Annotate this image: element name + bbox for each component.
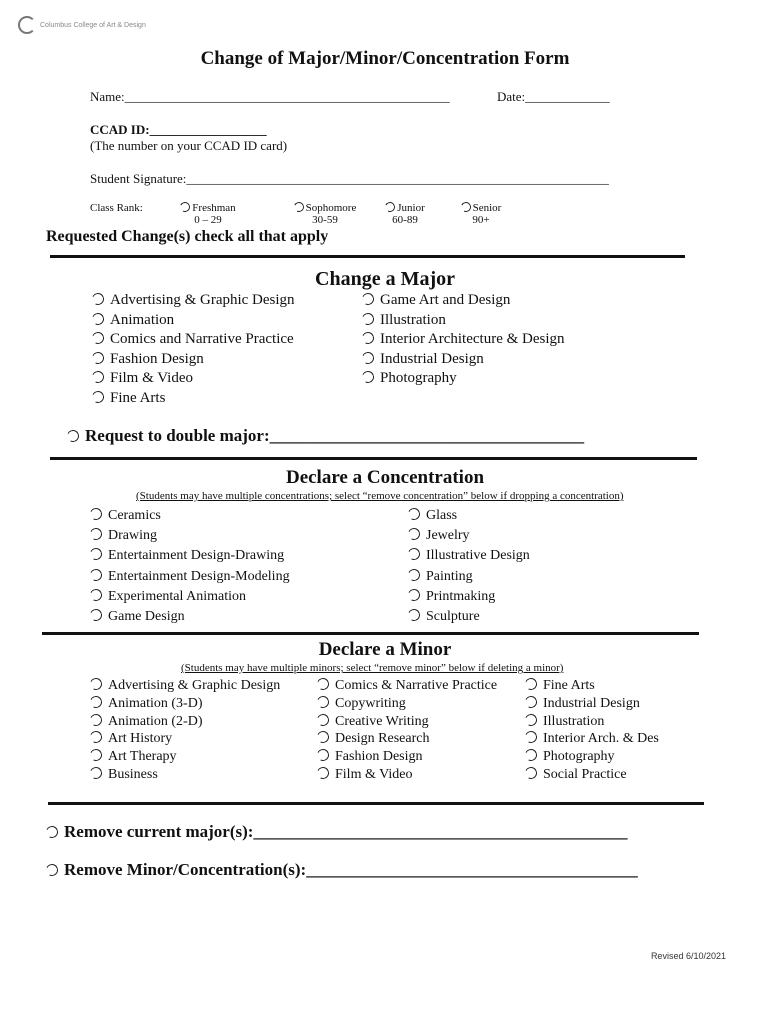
radio-icon (406, 506, 421, 521)
radio-icon (65, 428, 80, 443)
checkbox-option[interactable] (90, 730, 280, 748)
option-label: Animation (3-D) (108, 695, 203, 711)
concentration-options-right (408, 506, 530, 627)
radio-icon (360, 291, 375, 306)
checkbox-option[interactable] (92, 350, 295, 370)
radio-icon (44, 862, 59, 877)
radio-icon (406, 526, 421, 541)
radio-icon (315, 694, 330, 709)
checkbox-option[interactable] (362, 311, 565, 331)
section-divider (42, 632, 699, 635)
radio-icon (523, 676, 538, 691)
option-label: Comics and Narrative Practice (110, 331, 294, 347)
checkbox-option[interactable] (92, 369, 295, 389)
option-label: Fine Arts (110, 389, 166, 406)
checkbox-option[interactable] (408, 546, 530, 566)
rank-senior[interactable] (454, 202, 508, 226)
checkbox-option[interactable] (408, 587, 530, 607)
checkbox-option[interactable] (525, 748, 659, 766)
minor-note: (Students may have multiple minors; select “remove minor” below if deleting a minor) (181, 662, 564, 674)
radio-icon (88, 506, 103, 521)
checkbox-option[interactable] (90, 713, 280, 731)
checkbox-option[interactable] (317, 695, 497, 713)
minor-options-col3 (525, 677, 659, 784)
concentration-options-left (90, 506, 290, 627)
option-label: Art Therapy (108, 749, 177, 765)
rank-range: 60-89 (392, 214, 418, 226)
option-label: Social Practice (543, 766, 627, 782)
radio-icon (88, 567, 103, 582)
checkbox-option[interactable] (317, 748, 497, 766)
option-label: Business (108, 766, 158, 782)
radio-icon (179, 201, 192, 214)
checkbox-option[interactable] (525, 766, 659, 784)
option-label: Painting (426, 568, 473, 584)
radio-icon (88, 712, 103, 727)
option-label: Film & Video (110, 370, 193, 386)
checkbox-option[interactable] (92, 291, 295, 311)
concentration-note: (Students may have multiple concentrations; select “remove concentration” below if dropping a concentration) (136, 490, 624, 502)
radio-icon (88, 587, 103, 602)
radio-icon (315, 765, 330, 780)
checkbox-option[interactable] (317, 677, 497, 695)
radio-icon (44, 824, 59, 839)
double-major-option[interactable] (67, 426, 584, 446)
name-field[interactable]: Name:__________________________________________________ (90, 89, 450, 104)
option-label: Illustration (543, 713, 605, 729)
remove-minor-option[interactable] (46, 860, 638, 880)
ccad-id-note: (The number on your CCAD ID card) (90, 138, 288, 153)
radio-icon (88, 547, 103, 562)
option-label: Entertainment Design-Drawing (108, 548, 285, 564)
option-label: Creative Writing (335, 713, 429, 729)
checkbox-option[interactable] (90, 607, 290, 627)
college-logo (18, 16, 146, 34)
radio-icon (90, 311, 105, 326)
radio-icon (88, 730, 103, 745)
radio-icon (523, 712, 538, 727)
radio-icon (292, 201, 305, 214)
class-rank-label: Class Rank: (90, 202, 143, 214)
radio-icon (88, 676, 103, 691)
option-label: Entertainment Design-Modeling (108, 568, 290, 584)
radio-icon (360, 350, 375, 365)
option-label: Jewelry (426, 528, 470, 544)
radio-icon (88, 526, 103, 541)
radio-icon (88, 765, 103, 780)
option-label: Film & Video (335, 766, 413, 782)
remove-major-option[interactable] (46, 822, 627, 842)
option-label: Photography (543, 749, 615, 765)
radio-icon (90, 369, 105, 384)
section-divider (48, 802, 704, 805)
major-options-left (92, 291, 295, 408)
radio-icon (406, 547, 421, 562)
checkbox-option[interactable] (362, 350, 565, 370)
checkbox-option[interactable] (90, 587, 290, 607)
minor-heading: Declare a Minor (318, 639, 452, 660)
logo-mark-icon (18, 16, 36, 34)
checkbox-option[interactable] (408, 567, 530, 587)
option-label: Advertising & Graphic Design (110, 292, 295, 308)
checkbox-option[interactable] (90, 526, 290, 546)
option-label: Glass (426, 508, 458, 523)
revision-date: Revised 6/10/2021 (650, 951, 726, 961)
radio-icon (90, 389, 105, 404)
checkbox-option[interactable] (90, 567, 290, 587)
option-label: Sculpture (426, 608, 480, 624)
checkbox-option[interactable] (92, 311, 295, 331)
form-title: Change of Major/Minor/Concentration Form (200, 48, 570, 69)
remove-major-label: Remove current major(s):____________________________________________ (64, 822, 628, 841)
checkbox-option[interactable] (90, 766, 280, 784)
radio-icon (523, 694, 538, 709)
radio-icon (523, 747, 538, 762)
option-label: Ceramics (108, 508, 161, 523)
radio-icon (523, 765, 538, 780)
checkbox-option[interactable] (90, 546, 290, 566)
option-label: Interior Arch. & Des (543, 731, 659, 747)
remove-minor-label: Remove Minor/Concentration(s):_______________________________________ (64, 860, 638, 879)
option-label: Photography (380, 370, 457, 386)
option-label: Animation (2-D) (108, 713, 203, 729)
radio-icon (406, 587, 421, 602)
radio-icon (360, 311, 375, 326)
option-label: Animation (110, 311, 175, 328)
checkbox-option[interactable] (525, 730, 659, 748)
radio-icon (315, 730, 330, 745)
radio-icon (360, 330, 375, 345)
option-label: Illustration (380, 311, 446, 328)
option-label: Copywriting (335, 695, 406, 711)
option-label: Fine Arts (543, 678, 595, 693)
major-heading: Change a Major (315, 268, 455, 290)
double-major-label: Request to double major:_____________________________________ (85, 426, 585, 445)
minor-options-col1 (90, 677, 280, 784)
radio-icon (90, 291, 105, 306)
radio-icon (406, 607, 421, 622)
rank-name: Junior (397, 202, 425, 214)
option-label: Experimental Animation (108, 588, 247, 604)
radio-icon (315, 676, 330, 691)
checkbox-option[interactable] (92, 330, 295, 350)
checkbox-option[interactable] (408, 526, 530, 546)
checkbox-option[interactable] (90, 748, 280, 766)
radio-icon (315, 712, 330, 727)
rank-name: Freshman (192, 202, 236, 214)
checkbox-option[interactable] (90, 695, 280, 713)
checkbox-option[interactable] (362, 330, 565, 350)
option-label: Industrial Design (380, 350, 484, 367)
option-label: Comics & Narrative Practice (335, 678, 498, 693)
option-label: Design Research (335, 731, 430, 747)
checkbox-option[interactable] (92, 389, 295, 409)
major-options-right (362, 291, 565, 389)
option-label: Game Art and Design (380, 292, 511, 308)
radio-icon (88, 747, 103, 762)
option-label: Game Design (108, 608, 185, 624)
rank-name: Sophomore (305, 202, 357, 214)
radio-icon (90, 330, 105, 345)
rank-junior[interactable] (380, 202, 430, 226)
checkbox-option[interactable] (317, 730, 497, 748)
option-label: Illustrative Design (426, 548, 530, 564)
option-label: Advertising & Graphic Design (108, 678, 281, 693)
rank-sophomore[interactable] (292, 202, 358, 226)
requested-changes-heading: Requested Change(s) check all that apply (46, 228, 329, 245)
radio-icon (459, 201, 472, 214)
radio-icon (360, 369, 375, 384)
option-label: Industrial Design (543, 695, 640, 711)
checkbox-option[interactable] (362, 369, 565, 389)
concentration-heading: Declare a Concentration (285, 467, 485, 488)
checkbox-option[interactable] (362, 291, 565, 311)
rank-range: 90+ (472, 214, 490, 226)
rank-name: Senior (472, 202, 502, 214)
checkbox-option[interactable] (90, 677, 280, 695)
radio-icon (406, 567, 421, 582)
section-divider (50, 457, 697, 460)
option-label: Interior Architecture & Design (380, 331, 565, 347)
rank-range: 30-59 (312, 214, 338, 226)
option-label: Fashion Design (335, 749, 423, 765)
checkbox-option[interactable] (408, 607, 530, 627)
option-label: Drawing (108, 528, 157, 544)
rank-freshman[interactable] (178, 202, 238, 226)
option-label: Fashion Design (110, 350, 204, 367)
option-label: Printmaking (426, 588, 496, 604)
radio-icon (88, 607, 103, 622)
ccad-id-field[interactable]: CCAD ID:__________________ (90, 122, 267, 137)
checkbox-option[interactable] (317, 713, 497, 731)
logo-text: Columbus College of Art & Design (40, 21, 146, 29)
checkbox-option[interactable] (317, 766, 497, 784)
radio-icon (315, 747, 330, 762)
section-divider (50, 255, 685, 258)
radio-icon (90, 350, 105, 365)
date-field[interactable]: Date:_____________ (497, 89, 610, 104)
option-label: Art History (108, 731, 173, 747)
checkbox-option[interactable] (525, 695, 659, 713)
radio-icon (523, 730, 538, 745)
radio-icon (88, 694, 103, 709)
minor-options-col2 (317, 677, 497, 784)
checkbox-option[interactable] (525, 677, 659, 695)
rank-range: 0 – 29 (194, 214, 222, 226)
radio-icon (384, 201, 397, 214)
checkbox-option[interactable] (525, 713, 659, 731)
checkbox-option[interactable] (408, 506, 530, 526)
signature-field[interactable]: Student Signature:_________________________________________________________________ (90, 171, 609, 186)
checkbox-option[interactable] (90, 506, 290, 526)
